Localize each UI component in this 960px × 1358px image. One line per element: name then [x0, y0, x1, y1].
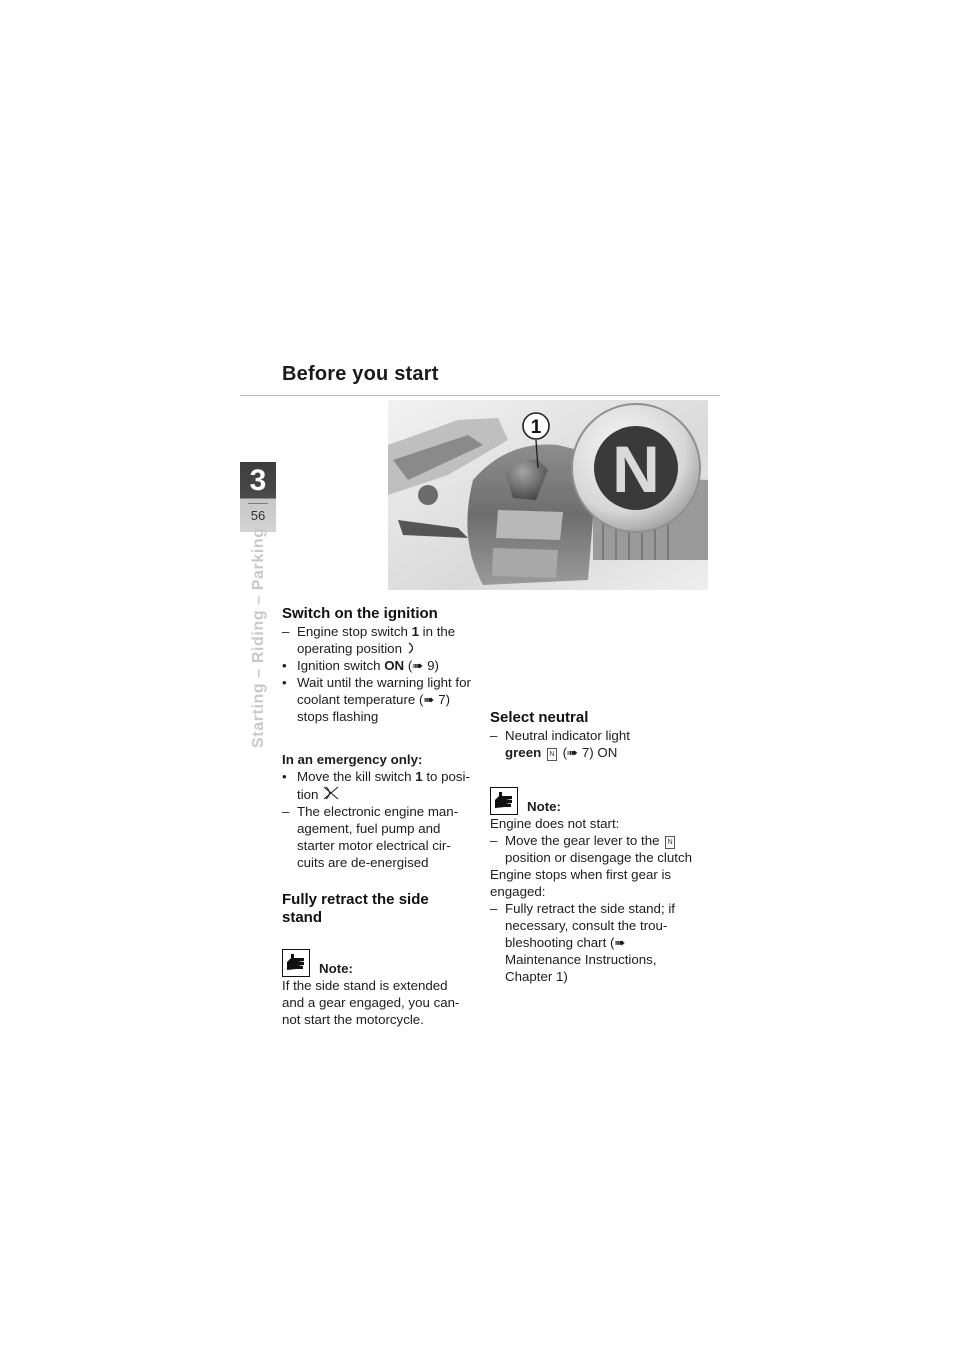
starter-button-shape: [496, 510, 563, 540]
page-number: 56: [250, 508, 266, 523]
list-item: – Move the gear lever to the N position or disengage the clutch: [490, 833, 693, 865]
side-chapter-title: Starting – Riding – Parking: [250, 527, 267, 748]
side-stand-heading: Fully retract the side stand: [282, 891, 429, 926]
list-item: • Wait until the warning light for coolant temperature (➠ 7) stops flashing: [282, 675, 471, 724]
neutral-note: [490, 783, 695, 985]
list-item: – Engine stop switch 1 in the operating position: [282, 624, 456, 656]
note-text: If the side stand is extended and a gear engaged, you can-not start the motorcycle.: [282, 978, 460, 1027]
neutral-symbol-icon: N: [547, 748, 557, 761]
note-label: Note:: [527, 799, 561, 814]
list-item: • Ignition switch ON (➠ 9): [282, 658, 439, 673]
page-title: Before you start: [282, 363, 439, 385]
neutral-heading: Select neutral: [490, 709, 589, 726]
note-line: Engine does not start:: [490, 816, 620, 831]
list-item: – The electronic engine man-agement, fuel pump and starter motor electrical cir-cuits are de-energised: [282, 804, 459, 870]
note-label: Note:: [319, 961, 353, 976]
note-hand-icon: [282, 949, 310, 977]
list-item: • Move the kill switch 1 to posi-tion: [282, 769, 470, 802]
list-item: – Fully retract the side stand; if necessary, consult the trou-bleshooting chart (➠ Maintenance Instructions, Chapter 1): [490, 901, 675, 984]
operating-position-icon: [406, 641, 418, 655]
neutral-symbol-icon: N: [665, 836, 675, 849]
callout-number: 1: [530, 417, 542, 438]
ignition-heading: Switch on the ignition: [282, 605, 438, 622]
title-divider: [240, 395, 720, 396]
kill-position-icon: [322, 785, 340, 801]
emergency-heading: In an emergency only:: [282, 752, 423, 767]
chapter-tab-divider: [248, 503, 268, 504]
bolt-shape: [418, 485, 438, 505]
lower-button-shape: [492, 548, 558, 578]
handlebar-switch-illustration: [388, 400, 708, 590]
note-hand-icon: [490, 787, 518, 815]
chapter-tab: [240, 462, 276, 532]
side-stand-note: [282, 945, 472, 1028]
note-line: Engine stops when first gear is engaged:: [490, 867, 672, 899]
list-item: – Neutral indicator light green N (➠ 7) ON: [490, 728, 630, 760]
right-column: [490, 709, 695, 985]
chapter-number: 3: [249, 464, 267, 497]
left-column: [282, 605, 472, 1028]
list-marker: –: [282, 624, 290, 639]
neutral-indicator-letter: N: [612, 432, 660, 506]
